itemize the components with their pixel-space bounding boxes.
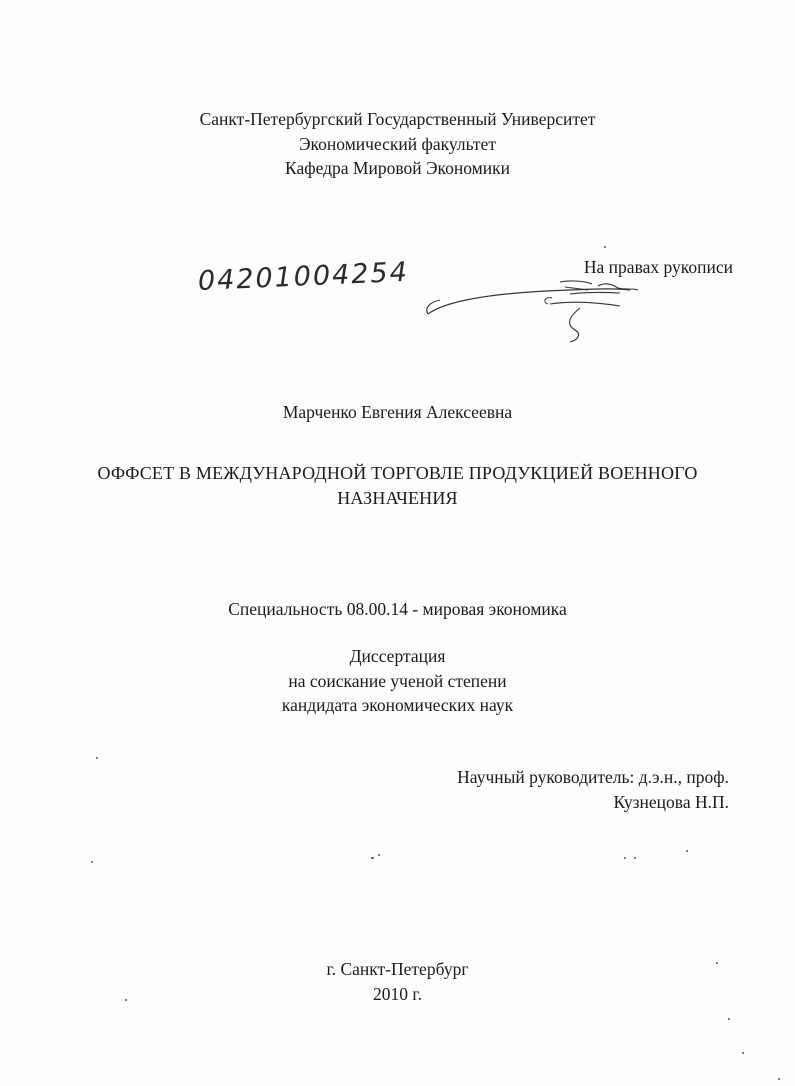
scan-speck — [371, 857, 374, 859]
scan-speck — [634, 857, 636, 859]
scan-speck — [624, 857, 626, 859]
degree-line: на соискание ученой степени — [288, 671, 507, 691]
scan-speck — [91, 861, 93, 863]
scan-speck — [604, 246, 606, 248]
scientific-advisor: Научный руководитель: д.э.н., проф. — [457, 767, 729, 787]
manuscript-rights: На правах рукописи — [583, 257, 733, 277]
year: 2010 г. — [373, 984, 422, 1004]
dissertation-label: Диссертация — [349, 646, 446, 666]
scan-speck — [96, 757, 98, 759]
author-name: Марченко Евгения Алексеевна — [282, 402, 513, 422]
scan-speck — [125, 999, 127, 1001]
scan-speck — [716, 962, 718, 964]
university-name: Санкт-Петербургский Государственный Университет — [199, 109, 596, 129]
degree-type: кандидата экономических наук — [281, 695, 514, 715]
signature-icon — [420, 268, 650, 348]
specialty: Специальность 08.00.14 - мировая экономика — [228, 599, 567, 619]
scan-speck — [728, 1018, 730, 1020]
scan-speck — [378, 854, 380, 856]
scan-speck — [778, 1078, 780, 1080]
advisor-name: Кузнецова Н.П. — [613, 792, 729, 812]
handwritten-registration-number: 04201004254 — [197, 256, 410, 297]
faculty-name: Экономический факультет — [299, 134, 496, 154]
title-line-2: НАЗНАЧЕНИЯ — [337, 488, 458, 508]
department-name: Кафедра Мировой Экономики — [285, 158, 510, 178]
scan-speck — [742, 1052, 744, 1054]
title-line-1: ОФФСЕТ В МЕЖДУНАРОДНОЙ ТОРГОВЛЕ ПРОДУКЦИЕЙ ВОЕННОГО — [97, 463, 698, 483]
scan-speck — [686, 850, 688, 852]
city: г. Санкт-Петербург — [326, 959, 469, 979]
